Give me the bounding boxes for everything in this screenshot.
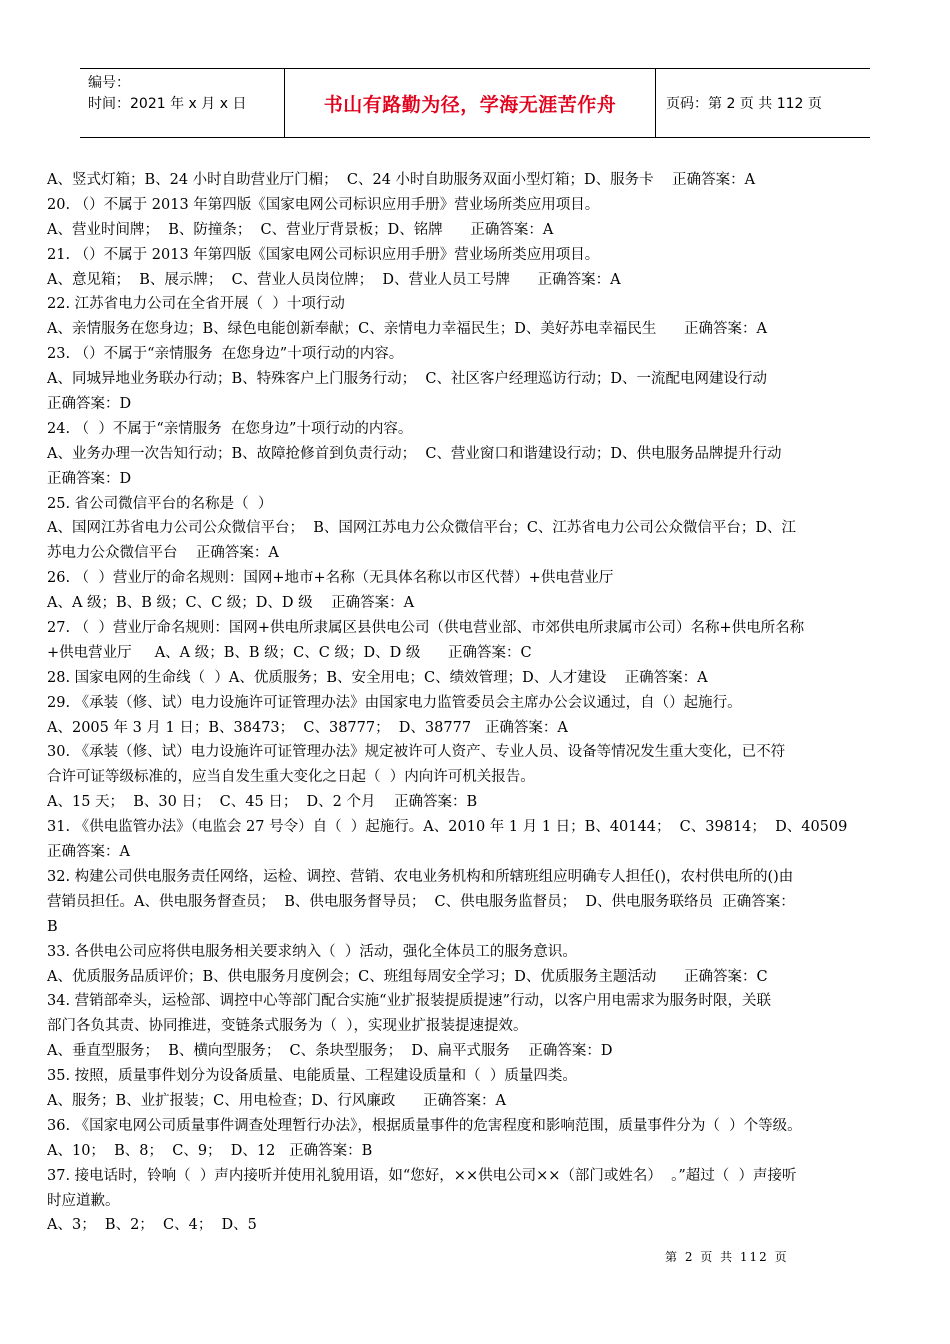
text-line: A、国网江苏省电力公司公众微信平台； B、国网江苏电力公众微信平台；C、江苏省电力公司公众微信平台；D、江 xyxy=(47,520,797,537)
text-line: A、2005 年 3 月 1 日；B、38473； C、38777； D、38777 正确答案：A xyxy=(47,719,568,736)
text-line: A、意见箱； B、展示牌； C、营业人员岗位牌； D、营业人员工号牌 正确答案：A xyxy=(47,271,621,288)
text-line: 36. 《国家电网公司质量事件调查处理暂行办法》，根据质量事件的危害程度和影响范围，质量事件分为（ ）个等级。 xyxy=(47,1117,802,1134)
text-line: 时应道歉。 xyxy=(47,1192,120,1209)
text-line: 27. （ ）营业厅命名规则：国网+供电所隶属区县供电公司（供电营业部、市郊供电所隶属市公司）名称+供电所名称 xyxy=(47,620,805,637)
text-line: 26. （ ）营业厅的命名规则：国网+地市+名称（无具体名称以市区代替）+供电营业厅 xyxy=(47,570,614,587)
header-motto: 书山有路勤为径，学海无涯苦作舟 xyxy=(284,69,656,137)
text-line: A、营业时间牌； B、防撞条； C、营业厅背景板；D、铭牌 正确答案：A xyxy=(47,221,554,238)
text-line: A、竖式灯箱；B、24 小时自助营业厅门楣； C、24 小时自助服务双面小型灯箱；D、服务卡 正确答案：A xyxy=(47,172,756,188)
text-line: 23. （）不属于“亲情服务 在您身边”十项行动的内容。 xyxy=(47,346,404,363)
text-line: 35. 按照，质量事件划分为设备质量、电能质量、工程建设质量和（ ）质量四类。 xyxy=(47,1068,577,1085)
text-line: A、业务办理一次告知行动；B、故障抢修首到负责行动； C、营业窗口和谐建设行动；D、供电服务品牌提升行动 xyxy=(47,445,782,462)
text-line: 24. （ ）不属于“亲情服务 在您身边”十项行动的内容。 xyxy=(47,420,413,437)
text-line: A、服务；B、业扩报装；C、用电检查；D、行风廉政 正确答案：A xyxy=(47,1092,506,1109)
text-line: A、亲情服务在您身边；B、绿色电能创新奉献；C、亲情电力幸福民生；D、美好苏电幸福民生 正确答案：A xyxy=(47,321,767,338)
number-label: 编号： xyxy=(88,75,130,91)
text-line: 正确答案：D xyxy=(47,396,132,413)
text-line: 22. 江苏省电力公司在全省开展（ ）十项行动 xyxy=(47,296,345,313)
text-line: 部门各负其责、协同推进，变链条式服务为（ ），实现业扩报装提速提效。 xyxy=(47,1018,528,1035)
text-line: A、优质服务品质评价；B、供电服务月度例会；C、班组每周安全学习；D、优质服务主题活动 正确答案：C xyxy=(47,968,768,985)
header-meta xyxy=(80,69,284,137)
text-line: 28. 国家电网的生命线（ ）A、优质服务；B、安全用电；C、绩效管理；D、人才建设 正确答案：A xyxy=(47,669,708,686)
header-page-info: 页码：第 2 页 共 112 页 xyxy=(666,96,822,112)
text-line: A、A 级；B、B 级；C、C 级；D、D 级 正确答案：A xyxy=(47,595,415,612)
text-line: A、3； B、2； C、4； D、5 xyxy=(47,1217,257,1234)
text-line: 30. 《承装（修、试）电力设施许可证管理办法》规定被许可人资产、专业人员、设备等情况发生重大变化，已不符 xyxy=(47,744,786,761)
text-line: A、15 天； B、30 日； C、45 日； D、2 个月 正确答案：B xyxy=(47,794,478,811)
page-header xyxy=(80,68,870,138)
text-line: 20. （）不属于 2013 年第四版《国家电网公司标识应用手册》营业场所类应用项目。 xyxy=(47,196,600,213)
text-line: 营销员担任。A、供电服务督查员； B、供电服务督导员； C、供电服务监督员； D、供电服务联络员 正确答案： xyxy=(47,893,795,910)
text-line: +供电营业厅 A、A 级；B、B 级；C、C 级；D、D 级 正确答案：C xyxy=(47,644,532,661)
page-footer: 第 2 页 共 112 页 xyxy=(665,1250,789,1264)
time-label: 时间：2021 年 x 月 x 日 xyxy=(88,96,247,112)
text-line: A、垂直型服务； B、横向型服务； C、条块型服务； D、扁平式服务 正确答案：D xyxy=(47,1043,613,1060)
text-line: B xyxy=(47,918,58,935)
text-line: 34. 营销部牵头，运检部、调控中心等部门配合实施“业扩报装提质提速”行动，以客户用电需求为服务时限，关联 xyxy=(47,993,771,1010)
text-line: 合许可证等级标准的，应当自发生重大变化之日起（ ）内向许可机关报告。 xyxy=(47,769,535,786)
text-line: 苏电力公众微信平台 正确答案：A xyxy=(47,545,279,562)
text-line: 37. 接电话时，铃响（ ）声内接听并使用礼貌用语，如“您好，××供电公司××（部门或姓名） 。”超过（ ）声接听 xyxy=(47,1167,797,1184)
text-line: 29. 《承装（修、试）电力设施许可证管理办法》由国家电力监管委员会主席办公会议通过，自（）起施行。 xyxy=(47,694,742,711)
text-line: 31. 《供电监管办法》（电监会 27 号令）自（ ）起施行。A、2010 年 1 月 1 日；B、40144； C、39814； D、40509 xyxy=(47,819,848,836)
text-line: 32. 构建公司供电服务责任网络，运检、调控、营销、农电业务机构和所辖班组应明确专人担任()，农村供电所的()由 xyxy=(47,868,794,885)
text-line: 25. 省公司微信平台的名称是（ ） xyxy=(47,495,273,512)
text-line: A、10； B、8； C、9； D、12 正确答案：B xyxy=(47,1142,373,1159)
document-body xyxy=(47,168,909,1238)
text-line: A、同城异地业务联办行动；B、特殊客户上门服务行动； C、社区客户经理巡访行动；D、一流配电网建设行动 xyxy=(47,371,768,388)
text-line: 21. （）不属于 2013 年第四版《国家电网公司标识应用手册》营业场所类应用项目。 xyxy=(47,246,600,263)
text-line: 正确答案：D xyxy=(47,470,132,487)
text-line: 33. 各供电公司应将供电服务相关要求纳入（ ）活动，强化全体员工的服务意识。 xyxy=(47,943,577,960)
text-line: 正确答案：A xyxy=(47,844,130,861)
